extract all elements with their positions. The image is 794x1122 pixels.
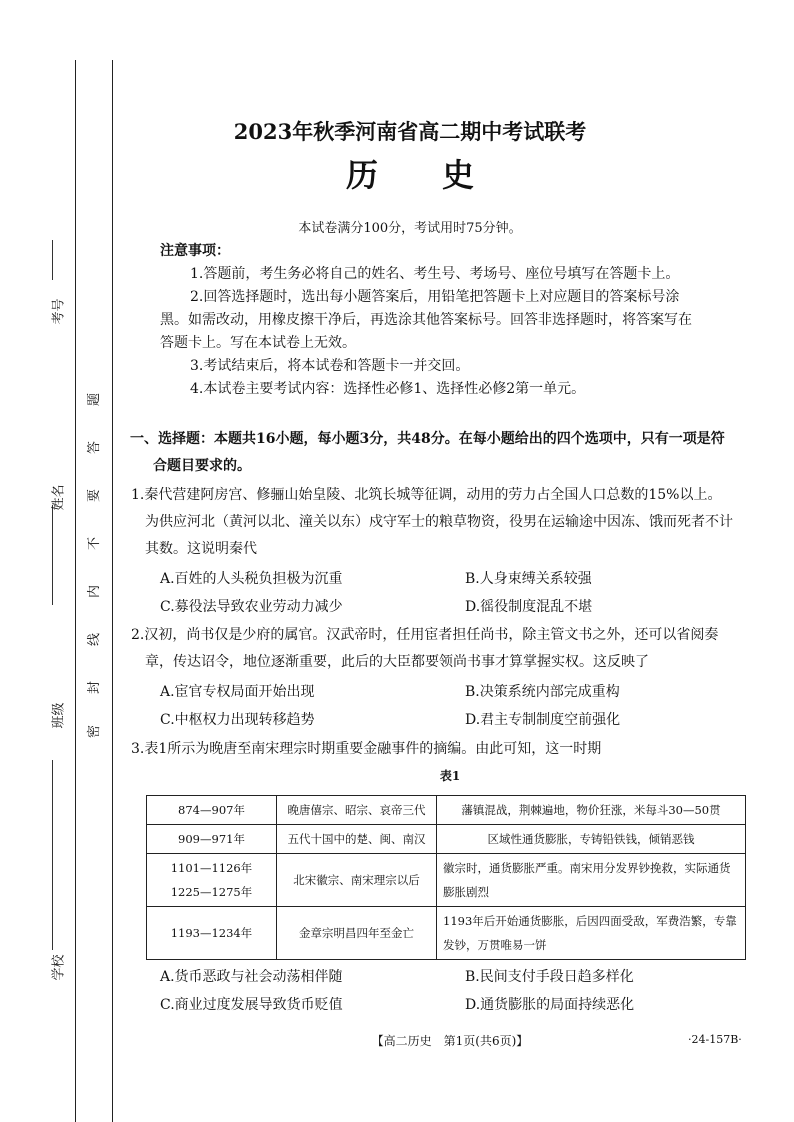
question-1-text: 其数。这说明秦代 bbox=[145, 541, 257, 557]
notice-heading: 注意事项： bbox=[160, 243, 230, 259]
question-1-text: 1.秦代营建阿房宫、修骊山始皇陵、北筑长城等征调，动用的劳力占全国人口总数的15%以上。 bbox=[131, 487, 722, 503]
notice-line: 2.回答选择题时，选出每小题答案后，用铅笔把答题卡上对应题目的答案标号涂 bbox=[190, 289, 680, 305]
seal-char: 内 bbox=[87, 584, 103, 599]
table-cell-period: 909—971年 bbox=[147, 825, 277, 854]
table-cell-event: 藩镇混战，荆棘遍地，物价狂涨，米每斗30—50贯 bbox=[437, 796, 746, 825]
table-row bbox=[147, 825, 746, 854]
seal-char: 题 bbox=[87, 392, 103, 407]
notice-line: 1.答题前，考生务必将自己的姓名、考生号、考场号、座位号填写在答题卡上。 bbox=[190, 266, 680, 282]
notice-line: 黑。如需改动，用橡皮擦干净后，再选涂其他答案标号。回答非选择题时，将答案写在 bbox=[160, 312, 692, 328]
option-a[interactable]: A.宦官专权局面开始出现 bbox=[160, 684, 315, 700]
table-cell-event: 徽宗时，通货膨胀严重。南宋用分发界钞挽救，实际通货膨胀剧烈 bbox=[437, 854, 746, 907]
seal-char: 不 bbox=[87, 536, 103, 551]
table-caption: 表1 bbox=[439, 769, 461, 783]
seal-char: 密 bbox=[87, 724, 103, 739]
option-c[interactable]: C.商业过度发展导致货币贬值 bbox=[160, 997, 343, 1013]
page-footer: 【高二历史 第1页(共6页)】 bbox=[371, 1034, 529, 1048]
table-cell-period: 1193—1234年 bbox=[147, 907, 277, 960]
option-b[interactable]: B.决策系统内部完成重构 bbox=[465, 684, 620, 700]
seal-char: 线 bbox=[87, 632, 103, 647]
table-row bbox=[147, 796, 746, 825]
table-cell-event: 1193年后开始通货膨胀，后因四面受敌，军费浩繁，专靠发钞，万贯唯易一饼 bbox=[437, 907, 746, 960]
exam-info: 本试卷满分100分，考试用时75分钟。 bbox=[298, 221, 522, 236]
table-cell-event: 区域性通货膨胀，专铸铅铁钱，倾销恶钱 bbox=[437, 825, 746, 854]
table-cell-era: 北宋徽宗、南宋理宗以后 bbox=[277, 854, 437, 907]
option-d[interactable]: D.徭役制度混乱不堪 bbox=[465, 599, 593, 615]
xingming-underline bbox=[52, 505, 53, 605]
subject-title: 历 史 bbox=[345, 156, 474, 194]
question-2-text: 章，传达诏令，地位逐渐重要，此后的大臣都要领尚书事才算掌握实权。这反映了 bbox=[145, 654, 649, 670]
option-c[interactable]: C.募役法导致农业劳动力减少 bbox=[160, 599, 343, 615]
kaohao-label: 考号 bbox=[51, 298, 67, 325]
question-3-text: 3.表1所示为晚唐至南宋理宗时期重要金融事件的摘编。由此可知，这一时期 bbox=[131, 741, 602, 757]
exam-title: 2023年秋季河南省高二期中考试联考 bbox=[233, 119, 587, 144]
option-a[interactable]: A.百姓的人头税负担极为沉重 bbox=[160, 571, 343, 587]
xuexiao-underline-2 bbox=[52, 845, 53, 950]
table-cell-era: 金章宗明昌四年至金亡 bbox=[277, 907, 437, 960]
xuexiao-label: 学校 bbox=[51, 954, 67, 981]
table-row bbox=[147, 907, 746, 960]
table-cell-period: 874—907年 bbox=[147, 796, 277, 825]
option-c[interactable]: C.中枢权力出现转移趋势 bbox=[160, 712, 315, 728]
notice-line: 4.本试卷主要考试内容：选择性必修1、选择性必修2第一单元。 bbox=[190, 381, 586, 397]
option-a[interactable]: A.货币恶政与社会动荡相伴随 bbox=[160, 969, 343, 985]
finance-events-table bbox=[146, 795, 746, 960]
seal-char: 答 bbox=[87, 440, 103, 455]
banji-label: 班级 bbox=[51, 702, 67, 729]
xingming-label: 姓名 bbox=[51, 484, 67, 511]
table-cell-era: 晚唐僖宗、昭宗、哀帝三代 bbox=[277, 796, 437, 825]
question-2-text: 2.汉初，尚书仅是少府的属官。汉武帝时，任用宦者担任尚书，除主管文书之外，还可以省阅奏 bbox=[131, 627, 719, 643]
notice-line: 3.考试结束后，将本试卷和答题卡一并交回。 bbox=[190, 358, 470, 374]
option-d[interactable]: D.通货膨胀的局面持续恶化 bbox=[465, 997, 635, 1013]
table-row bbox=[147, 854, 746, 907]
seal-char: 封 bbox=[87, 680, 103, 695]
option-b[interactable]: B.民间支付手段日趋多样化 bbox=[465, 969, 634, 985]
kaohao-underline bbox=[52, 240, 53, 280]
notice-line: 答题卡上。写在本试卷上无效。 bbox=[160, 335, 356, 351]
exam-code: ·24-157B· bbox=[688, 1033, 742, 1046]
section-heading: 一、选择题：本题共16小题，每小题3分，共48分。在每小题给出的四个选项中，只有一项是符 bbox=[130, 431, 725, 447]
seal-char: 要 bbox=[87, 488, 103, 503]
option-d[interactable]: D.君主专制制度空前强化 bbox=[465, 712, 621, 728]
table-cell-period: 1101—1126年 1225—1275年 bbox=[147, 854, 277, 907]
question-1-text: 为供应河北（黄河以北、潼关以东）戍守军士的粮草物资，役男在运输途中因冻、饿而死者不计 bbox=[145, 514, 733, 530]
option-b[interactable]: B.人身束缚关系较强 bbox=[465, 571, 592, 587]
table-cell-era: 五代十国中的楚、闽、南汉 bbox=[277, 825, 437, 854]
section-heading-cont: 合题目要求的。 bbox=[153, 458, 251, 474]
